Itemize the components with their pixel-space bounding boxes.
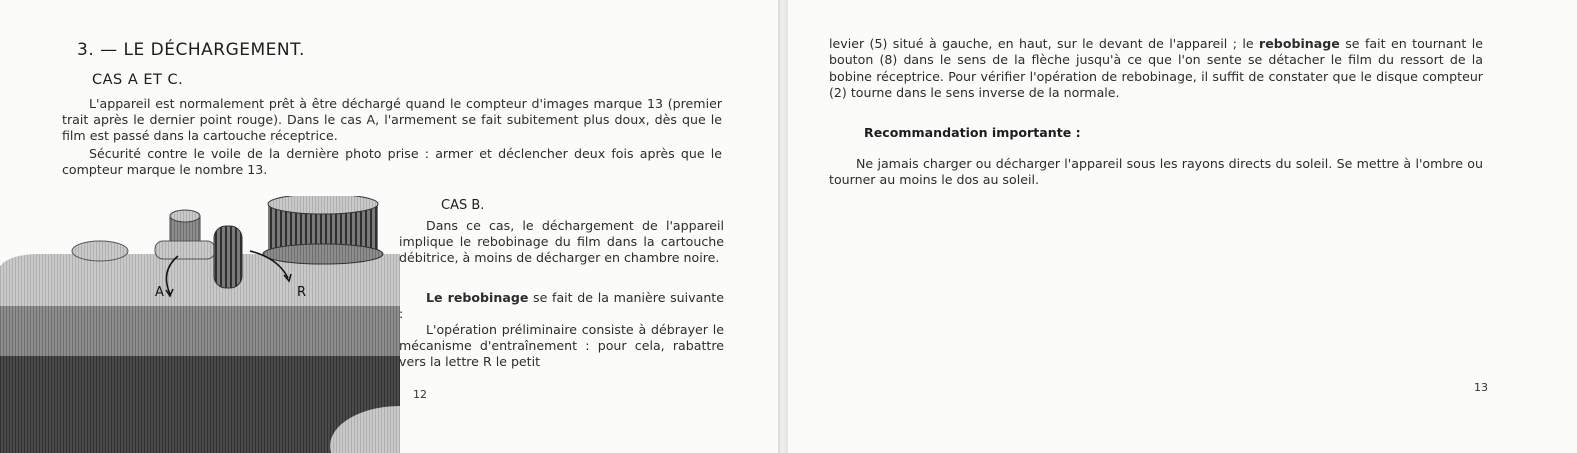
- levier-paragraph: [829, 36, 1483, 101]
- page-number-left: 12: [413, 388, 427, 401]
- page-gutter: [778, 0, 788, 453]
- operation-paragraph: L'opération préliminaire consiste à débrayer le mécanisme d'entraînement : pour cela, rabattre vers la lettre R le petit: [399, 322, 724, 370]
- levier-text-start: levier (5) situé à gauche, en haut, sur le devant de l'appareil ; le: [829, 36, 1260, 51]
- page-number-right: 13: [1474, 381, 1488, 394]
- section-heading: 3. — LE DÉCHARGEMENT.: [77, 40, 305, 60]
- cas-a-c-heading: CAS A ET C.: [92, 72, 184, 88]
- cas-b-heading: CAS B.: [441, 198, 485, 213]
- cas-a-c-paragraph: L'appareil est normalement prêt à être déchargé quand le compteur d'images marque 13 (premier trait après le dernier point rouge). Dans le cas A, l'armement se fait subitement plus doux, dès que le film est passé dans la cartouche réceptrice.: [62, 96, 722, 143]
- arrow-label-r: R: [297, 285, 307, 300]
- rebobinage-term: Le rebobinage: [426, 290, 529, 305]
- rebobinage-term-right: rebobinage: [1259, 36, 1340, 51]
- recommendation-paragraph: Ne jamais charger ou décharger l'appareil sous les rayons directs du soleil. Se mettre à l'ombre ou tourner au moins le dos au soleil.: [829, 156, 1483, 188]
- safety-paragraph: Sécurité contre le voile de la dernière photo prise : armer et déclencher deux fois après que le compteur marque le nombre 13.: [62, 146, 722, 177]
- camera-top-photo: [0, 196, 400, 453]
- arrow-label-a: A: [155, 285, 164, 300]
- levier-text-end: se fait en tournant le bouton (8) dans le sens de la flèche jusqu'à ce que l'on sente se détacher le film du ressort de la bobine réceptrice. Pour vérifier l'opération de rebobinage, il suffit de constater que le disque compteur (2) tourne dans le sens inverse de la normale.: [829, 36, 1483, 100]
- cas-b-paragraph: Dans ce cas, le déchargement de l'appareil implique le rebobinage du film dans la cartouche débitrice, à moins de décharger en chambre noire.: [399, 218, 724, 266]
- rebobinage-rest: se fait de la manière suivante :: [399, 290, 724, 322]
- rebobinage-paragraph: [399, 290, 724, 322]
- recommendation-heading: Recommandation importante :: [864, 125, 1081, 140]
